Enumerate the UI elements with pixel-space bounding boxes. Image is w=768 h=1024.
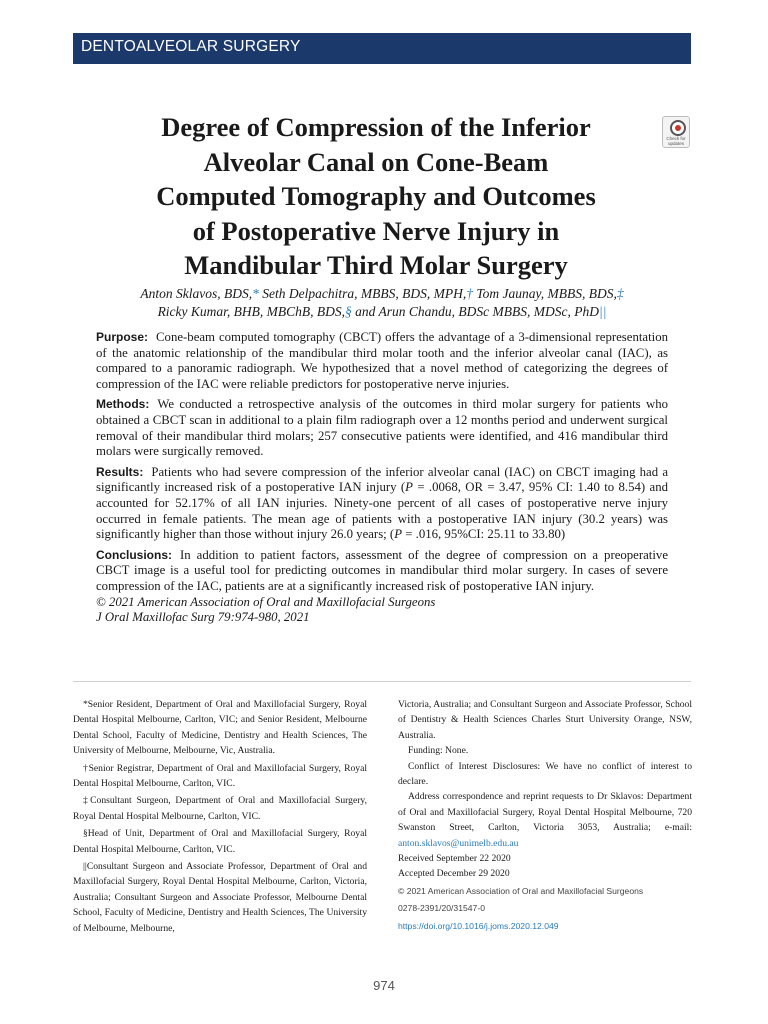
affiliation-footnote: ||Consultant Surgeon and Associate Professor, Department of Oral and Maxillofacial Surgery, Royal Dental Hospital Melbourne, Carlton, Victoria, Australia; Consultant Surgeon and Associate Professor, Melbourne Dental School, Faculty of Medicine, Dentistry and Health Sciences, The University of Melbourne, Melbourne, <box>73 861 367 934</box>
abstract-copyright: © 2021 American Association of Oral and Maxillofacial Surgeons <box>96 594 436 609</box>
title-line: of Postoperative Nerve Injury in <box>192 215 560 246</box>
correspondence-note <box>398 789 692 851</box>
purpose-label: Purpose: <box>96 330 149 344</box>
author-name: Anton Sklavos, BDS, <box>140 286 253 301</box>
author-list <box>73 285 691 321</box>
author-line-2 <box>73 303 691 321</box>
methods-label: Methods: <box>96 397 150 412</box>
results-label: Results: <box>96 464 144 479</box>
author-name: Seth Delpachitra, MBBS, BDS, MPH, <box>262 286 467 301</box>
abstract-conclusions <box>96 548 668 595</box>
abstract-purpose <box>96 330 668 392</box>
affiliation-footnotes <box>73 697 367 938</box>
check-updates-label: Check for updates <box>666 136 686 146</box>
journal-citation: J Oral Maxillofac Surg 79:974-980, 2021 <box>96 610 310 625</box>
author-name: Tom Jaunay, MBBS, BDS, <box>476 286 617 301</box>
affiliation-footnote: †Senior Registrar, Department of Oral and Maxillofacial Surgery, Royal Dental Hospital Melbourne, Carlton, VIC. <box>73 762 367 790</box>
issn: 0278-2391/20/31547-0 <box>398 903 485 914</box>
affiliation-footnote: §Head of Unit, Department of Oral and Maxillofacial Surgery, Royal Dental Hospital Melbourne, Carlton, VIC. <box>73 828 367 855</box>
affiliation-footnote: ‡Consultant Surgeon, Department of Oral and Maxillofacial Surgery, Royal Dental Hospital Melbourne, Carlton, VIC. <box>73 795 367 822</box>
affiliation-mark[interactable]: * <box>252 286 259 301</box>
abstract-results <box>96 465 668 543</box>
methods-text: We conducted a retrospective analysis of the outcomes in third molar surgery for patients who obtained a CBCT scan in additional to a plain film radiograph over a 12 months period and underwent surgical removal of their mandibular third molars; 257 consecutive patients were identified, and 416 mandibular third molars were surgically removed. <box>96 397 668 459</box>
page-number: 974 <box>373 978 395 993</box>
article-title <box>98 110 654 283</box>
crossmark-icon <box>670 120 686 136</box>
p-value-symbol: P <box>405 480 413 495</box>
affiliation-footnote: *Senior Resident, Department of Oral and Maxillofacial Surgery, Royal Dental Hospital Melbourne, Carlton, VIC; and Senior Resident, Melbourne Dental School, Faculty of Medicine, Dentistry and Health Sciences, The University of Melbourne, Melbourne, Vic, Australia. <box>73 699 367 757</box>
doi-link[interactable]: https://doi.org/10.1016/j.joms.2020.12.049 <box>398 920 559 931</box>
footnote-divider <box>73 681 691 682</box>
article-notes <box>398 697 692 934</box>
copyright-note: © 2021 American Association of Oral and Maxillofacial Surgeons <box>398 885 644 896</box>
author-name: and Arun Chandu, BDSc MBBS, MDSc, PhD <box>355 304 599 319</box>
results-text: = .0068, OR = 3.47, 95% CI: 1.40 to 8.54) and accounted for 52.17% of all IAN injuries. Ninety-one percent of all cases of postoperative nerve injury occurred in female patients. The mean age of patients with a postoperative IAN injury (30.2 years) was significantly higher than those without injury 26.0 years; ( <box>96 480 668 542</box>
received-date: Received September 22 2020 <box>398 853 511 865</box>
funding-note: Funding: None. <box>408 745 469 757</box>
title-line: Alveolar Canal on Cone-Beam <box>203 146 549 177</box>
affiliation-mark[interactable]: ‡ <box>616 286 624 301</box>
p-value-symbol: P <box>394 527 403 542</box>
results-text: = .016, 95%CI: 25.11 to 33.80) <box>402 527 566 542</box>
conclusions-text: In addition to patient factors, assessment of the degree of compression on a preoperative CBCT image is a useful tool for predicting outcomes in mandibular third molar surgery. In cases of severe compression of the IAC, patients are at a significantly increased risk of postoperative IAN injury. <box>96 547 668 593</box>
results-text: Patients who had severe compression of the inferior alveolar canal (IAC) on CBCT imaging had a significantly increased risk of a postoperative IAN injury ( <box>96 464 668 495</box>
check-for-updates-badge[interactable] <box>662 116 690 148</box>
email-link[interactable]: anton.sklavos@unimelb.edu.au <box>398 837 519 849</box>
conclusions-label: Conclusions: <box>96 547 173 562</box>
abstract <box>96 330 668 626</box>
affiliation-footnote-continued: Victoria, Australia; and Consultant Surgeon and Associate Professor, School of Dentistry & Health Sciences Charles Sturt University Orange, NSW, Australia. <box>398 699 692 741</box>
correspondence-address: Address correspondence and reprint requests to Dr Sklavos: Department of Oral and Maxillofacial Surgery, Royal Dental Hospital Melbourne, 720 Swanston Street, Carlton, Victoria 3053, Australia; e-mail: <box>398 791 692 834</box>
author-name: Ricky Kumar, BHB, MBChB, BDS, <box>157 304 346 319</box>
purpose-text: Cone-beam computed tomography (CBCT) offers the advantage of a 3-dimensional representation of the anatomic relationship of the mandibular third molar tooth and the inferior alveolar canal (IAC), as compared to a panoramic radiograph. We hypothesized that a novel method of categorizing the degrees of compression of the IAC were reliable predictors for postoperative nerve injuries. <box>96 330 668 391</box>
title-line: Mandibular Third Molar Surgery <box>184 250 568 280</box>
title-line: Degree of Compression of the Inferior <box>161 112 591 142</box>
conflict-note: Conflict of Interest Disclosures: We have no conflict of interest to declare. <box>398 760 692 788</box>
section-label: DENTOALVEOLAR SURGERY <box>81 38 301 55</box>
abstract-methods <box>96 397 668 459</box>
accepted-date: Accepted December 29 2020 <box>398 868 510 880</box>
affiliation-mark[interactable]: † <box>466 286 473 301</box>
title-line: Computed Tomography and Outcomes <box>156 181 596 211</box>
affiliation-mark[interactable]: || <box>599 304 607 319</box>
section-banner <box>73 33 691 64</box>
author-line-1 <box>73 285 691 303</box>
affiliation-mark[interactable]: § <box>345 304 352 319</box>
